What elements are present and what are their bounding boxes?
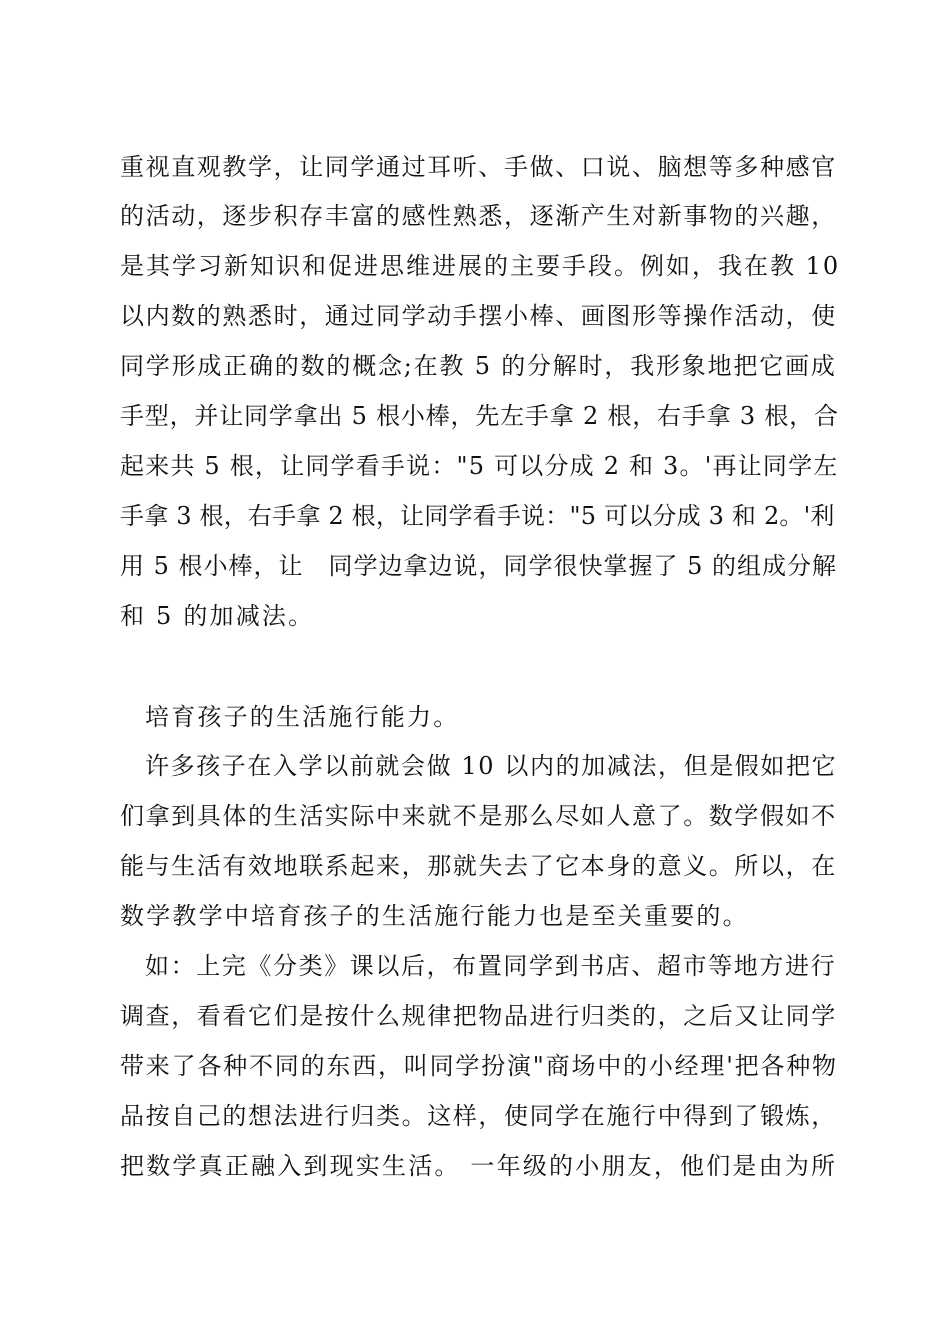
paragraph-line: 以内数的熟悉时，通过同学动手摆小棒、画图形等操作活动，使: [120, 302, 837, 330]
paragraph-line: 同学形成正确的数的概念;在教 5 的分解时，我形象地把它画成: [120, 352, 837, 380]
paragraph-line: 和 5 的加减法。: [120, 602, 315, 630]
paragraph-line: 调查，看看它们是按什么规律把物品进行归类的，之后又让同学: [120, 1002, 837, 1030]
paragraph-line: 起来共 5 根，让同学看手说："5 可以分成 2 和 3。'再让同学左: [120, 452, 839, 480]
paragraph-line: 重视直观教学，让同学通过耳听、手做、口说、脑想等多种感官: [120, 153, 837, 181]
paragraph-line: 许多孩子在入学以前就会做 10 以内的加减法，但是假如把它: [145, 752, 838, 780]
paragraph-line: 如：上完《分类》课以后，布置同学到书店、超市等地方进行: [145, 952, 837, 980]
paragraph-line: 把数学真正融入到现实生活。 一年级的小朋友，他们是由为所: [120, 1152, 838, 1180]
paragraph-line: 用 5 根小棒，让 同学边拿边说，同学很快掌握了 5 的组成分解: [120, 552, 838, 580]
paragraph-line: 们拿到具体的生活实际中来就不是那么尽如人意了。数学假如不: [120, 802, 837, 830]
paragraph-line: 品按自己的想法进行归类。这样，使同学在施行中得到了锻炼，: [120, 1102, 837, 1130]
paragraph-line: 能与生活有效地联系起来，那就失去了它本身的意义。所以，在: [120, 852, 837, 880]
paragraph-line: 手型，并让同学拿出 5 根小棒，先左手拿 2 根，右手拿 3 根，合: [120, 402, 839, 430]
paragraph-line: 数学教学中培育孩子的生活施行能力也是至关重要的。: [120, 902, 749, 930]
paragraph-line: 是其学习新知识和促进思维进展的主要手段。例如，我在教 10: [120, 252, 841, 280]
paragraph-line: 手拿 3 根，右手拿 2 根，让同学看手说："5 可以分成 3 和 2。'利: [120, 502, 835, 530]
paragraph-line: 带来了各种不同的东西，叫同学扮演"商场中的小经理'把各种物: [120, 1052, 838, 1080]
paragraph-line: 的活动，逐步积存丰富的感性熟悉，逐渐产生对新事物的兴趣，: [120, 202, 837, 230]
section-heading: 培育孩子的生活施行能力。: [145, 703, 460, 731]
